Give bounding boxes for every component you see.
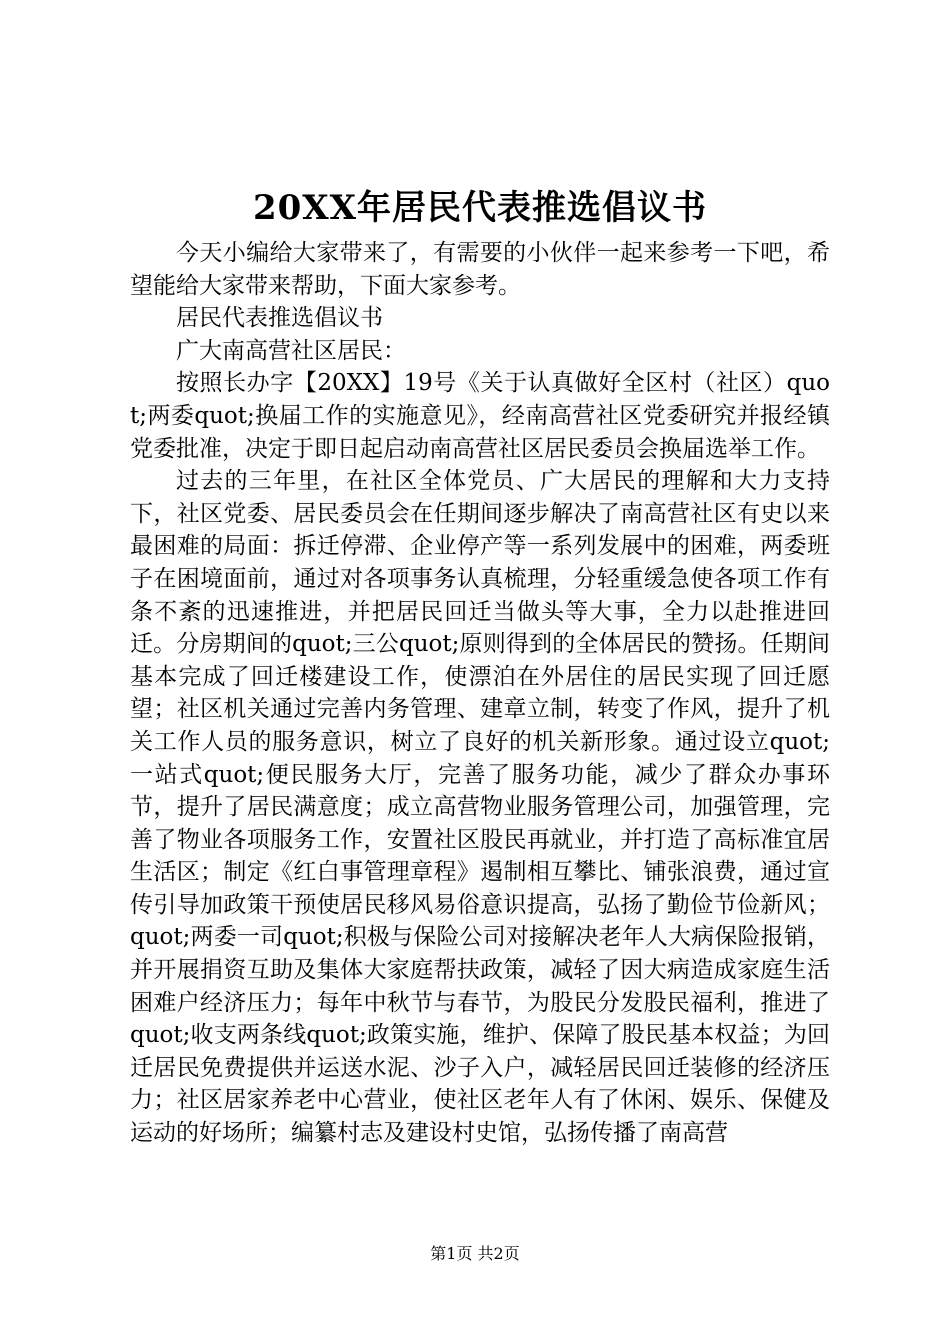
document-title: 20XX年居民代表推选倡议书 [252,188,708,228]
paragraph-review: 过去的三年里，在社区全体党员、广大居民的理解和大力支持下，社区党委、居民委员会在任期间逐步解决了南高营社区有史以来最困难的局面：拆迁停滞、企业停产等一系列发展中的困难，两委班子在困境面前，通过对各项事务认真梳理，分轻重缓急使各项工作有条不紊的迅速推进，并把居民回迁当做头等大事，全力以赴推进回迁。分房期间的quot;三公quot;原则得到的全体居民的赞扬。任期间基本完成了回迁楼建设工作，使漂泊在外居住的居民实现了回迁愿望；社区机关通过完善内务管理、建章立制，转变了作风，提升了机关工作人员的服务意识，树立了良好的机关新形象。通过设立quot;一站式quot;便民服务大厅，完善了服务功能，减少了群众办事环节，提升了居民满意度；成立高营物业服务管理公司，加强管理，完善了物业各项服务工作，安置社区股民再就业，并打造了高标准宜居生活区；制定《红白事管理章程》遏制相互攀比、铺张浪费，通过宣传引导加政策干预使居民移风易俗意识提高，弘扬了勤俭节俭新风；quot;两委一司quot;积极与保险公司对接解决老年人大病保险报销，并开展捐资互助及集体大家庭帮扶政策，减轻了因大病造成家庭生活困难户经济压力；每年中秋节与春节，为股民分发股民福利，推进了quot;收支两条线quot;政策实施，维护、保障了股民基本权益；为回迁居民免费提供并运送水泥、沙子入户，减轻居民回迁装修的经济压力；社区居家养老中心营业，使社区老年人有了休闲、娱乐、保健及运动的好场所；编纂村志及建设村史馆，弘扬传播了南高营 [130,468,830,1147]
paragraph-notice: 按照长办字【20XX】19号《关于认真做好全区村（社区）quot;两委quot;换届工作的实施意见》，经南高营社区党委研究并报经镇党委批准，决定于即日起启动南高营社区居民委员会换届选举工作。 [130,370,830,462]
paragraph-heading: 居民代表推选倡议书 [176,305,383,332]
document-body [130,237,830,1150]
paragraph-intro: 今天小编给大家带来了，有需要的小伙伴一起来参考一下吧，希望能给大家带来帮助，下面大家参考。 [130,240,830,299]
paragraph-salutation: 广大南高营社区居民： [176,337,406,364]
page-indicator: 第1页 共2页 [430,1244,520,1263]
